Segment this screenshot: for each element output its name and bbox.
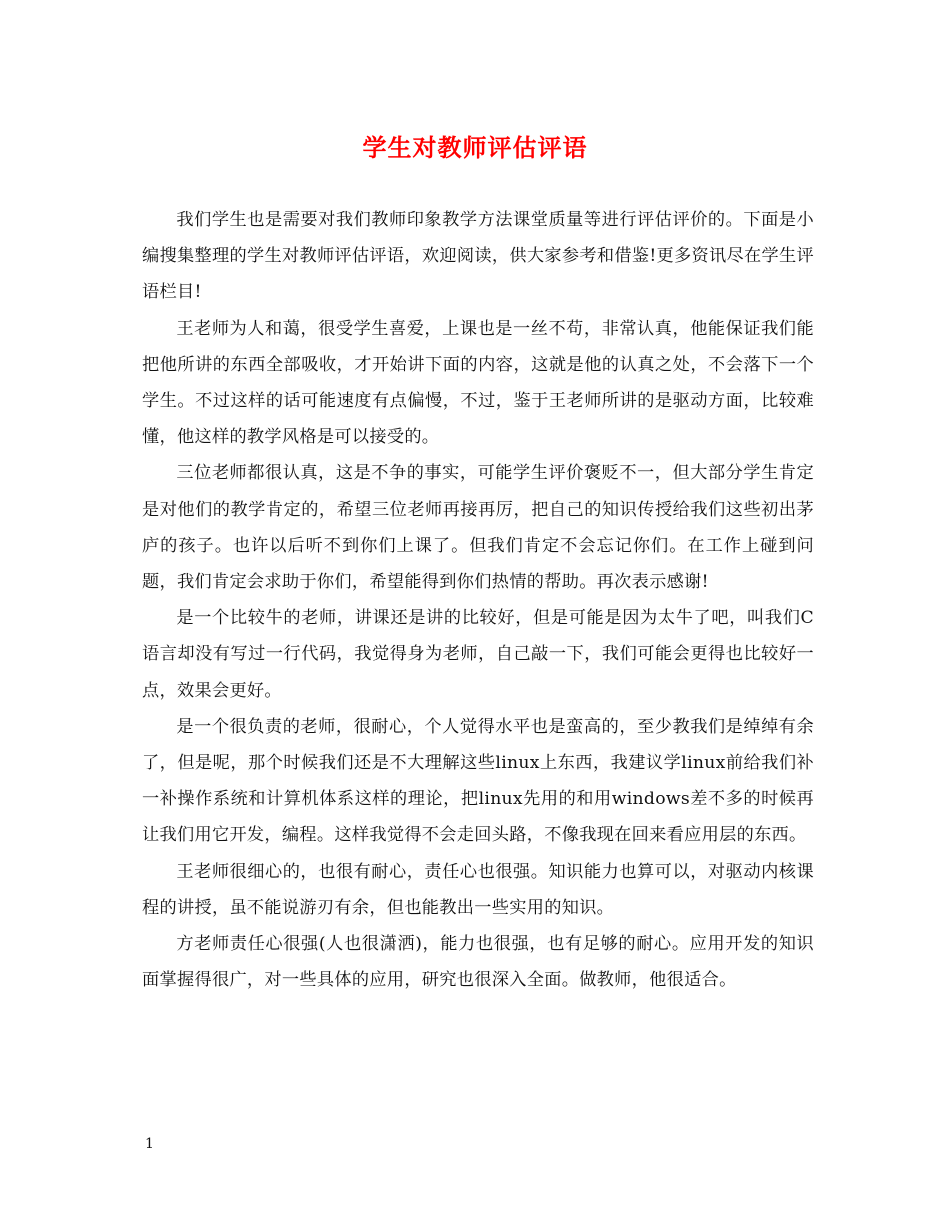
document-body	[142, 202, 814, 998]
paragraph: 方老师责任心很强(人也很潇洒)，能力也很强，也有足够的耐心。应用开发的知识面掌握得很广，对一些具体的应用，研究也很深入全面。做教师，他很适合。	[142, 934, 814, 991]
paragraph-intro: 我们学生也是需要对我们教师印象教学方法课堂质量等进行评估评价的。下面是小编搜集整理的学生对教师评估评语，欢迎阅读，供大家参考和借鉴!更多资讯尽在学生评语栏目!	[142, 210, 814, 303]
paragraph: 王老师很细心的，也很有耐心，责任心也很强。知识能力也算可以，对驱动内核课程的讲授，虽不能说游刃有余，但也能教出一些实用的知识。	[142, 861, 814, 918]
paragraph: 王老师为人和蔼，很受学生喜爱，上课也是一丝不苟，非常认真，他能保证我们能把他所讲的东西全部吸收，才开始讲下面的内容，这就是他的认真之处，不会落下一个学生。不过这样的话可能速度有点偏慢，不过，鉴于王老师所讲的是驱动方面，比较难懂，他这样的教学风格是可以接受的。	[142, 318, 814, 448]
paragraph: 是一个比较牛的老师，讲课还是讲的比较好，但是可能是因为太牛了吧，叫我们C语言却没有写过一行代码，我觉得身为老师，自己敲一下，我们可能会更得也比较好一点，效果会更好。	[142, 608, 814, 701]
page-number: 1	[145, 1136, 154, 1152]
paragraph: 三位老师都很认真，这是不争的事实，可能学生评价褒贬不一，但大部分学生肯定是对他们的教学肯定的，希望三位老师再接再厉，把自己的知识传授给我们这些初出茅庐的孩子。也许以后听不到你们上课了。但我们肯定不会忘记你们。在工作上碰到问题，我们肯定会求助于你们，希望能得到你们热情的帮助。再次表示感谢!	[142, 463, 814, 593]
paragraph: 是一个很负责的老师，很耐心，个人觉得水平也是蛮高的，至少教我们是绰绰有余了，但是呢，那个时候我们还是不大理解这些linux上东西，我建议学linux前给我们补一补操作系统和计算机体系这样的理论，把linux先用的和用windows差不多的时候再让我们用它开发，编程。这样我觉得不会走回头路，不像我现在回来看应用层的东西。	[142, 716, 814, 846]
document-title: 学生对教师评估评语	[362, 133, 588, 162]
